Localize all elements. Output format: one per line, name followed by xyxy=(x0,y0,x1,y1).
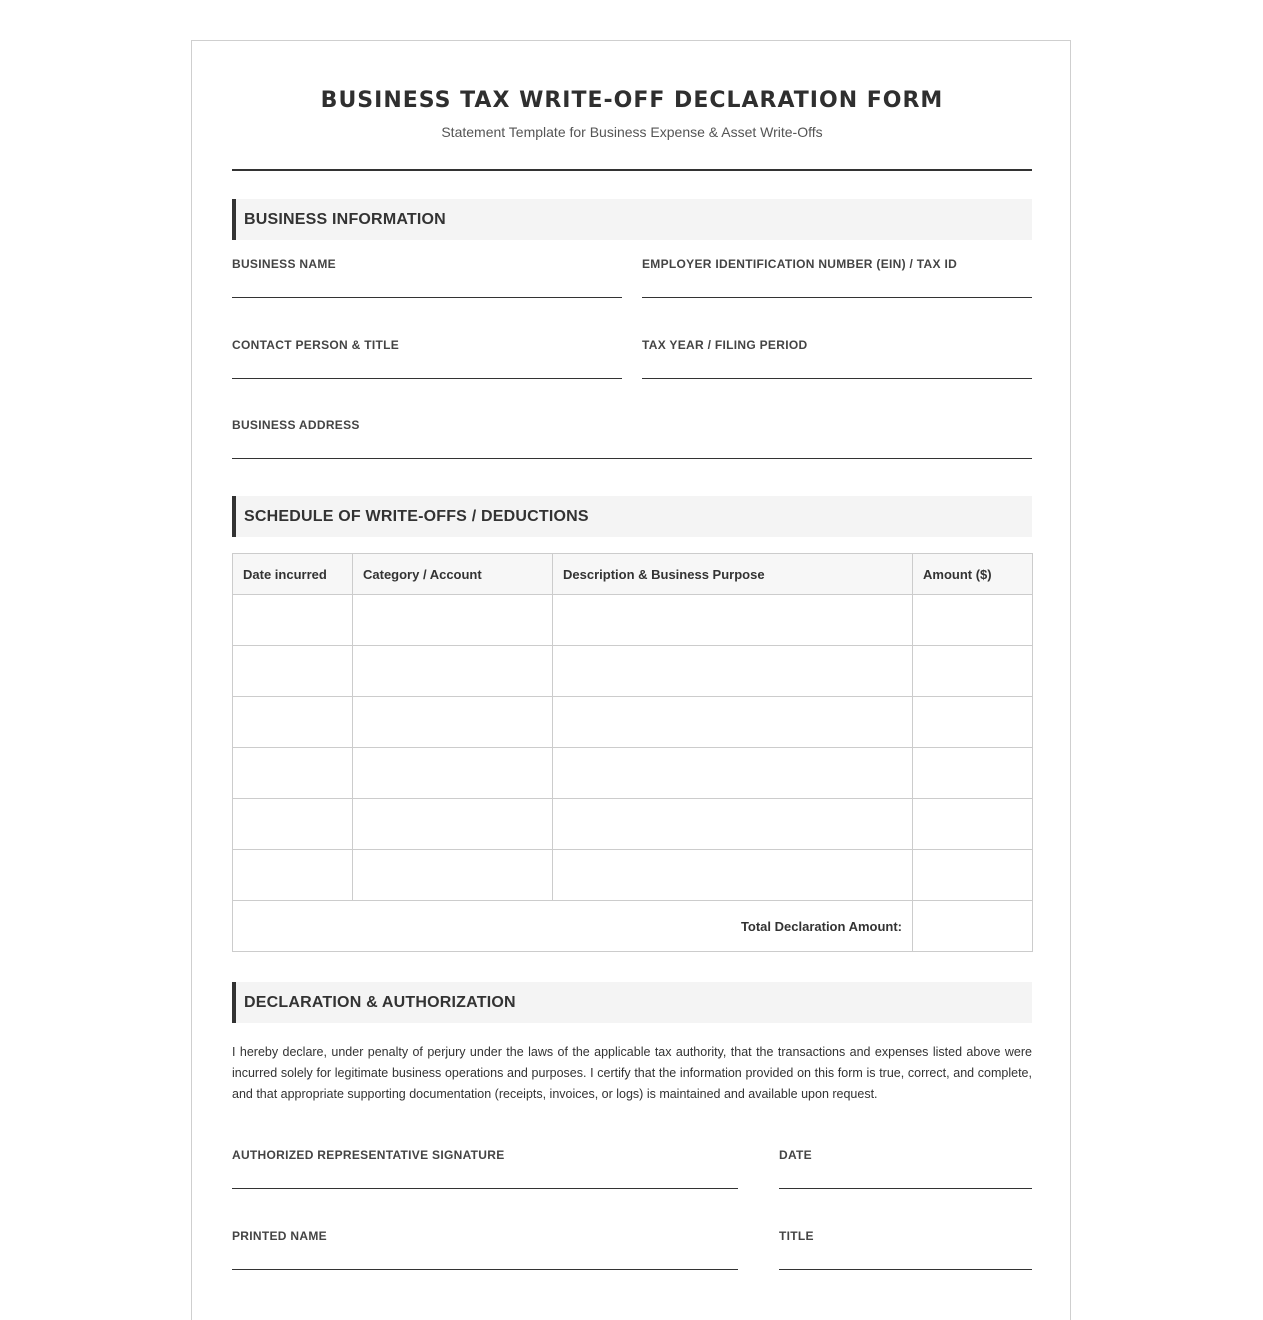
title-field[interactable] xyxy=(779,1229,1032,1271)
tax-year-underline xyxy=(642,378,1032,379)
ein-input[interactable] xyxy=(642,275,1032,297)
date-cell[interactable] xyxy=(233,748,353,799)
form-header xyxy=(232,87,1032,171)
contact-person-underline xyxy=(232,378,622,379)
printed-name-underline xyxy=(232,1269,738,1270)
section-business-information: BUSINESS INFORMATION xyxy=(232,199,1032,240)
table-row xyxy=(233,850,1033,901)
date-cell[interactable] xyxy=(233,595,353,646)
business-address-field[interactable] xyxy=(232,418,1032,460)
business-address-label: BUSINESS ADDRESS xyxy=(232,418,360,432)
date-cell[interactable] xyxy=(233,850,353,901)
table-row xyxy=(233,595,1033,646)
total-declaration-label: Total Declaration Amount: xyxy=(233,901,913,952)
form-page xyxy=(191,40,1071,1320)
date-cell[interactable] xyxy=(233,697,353,748)
declaration-statement: I hereby declare, under penalty of perjury under the laws of the applicable tax authority, that the transactions and expenses listed above were incurred solely for legitimate business operations and purposes. I certify that the information provided on this form is true, correct, and complete, and that appropriate supporting documentation (receipts, invoices, or logs) is maintained and available upon request. xyxy=(232,1045,1032,1101)
amount-cell[interactable] xyxy=(913,646,1033,697)
tax-year-field[interactable] xyxy=(642,338,1032,380)
column-header-date: Date incurred xyxy=(233,554,353,595)
description-cell[interactable] xyxy=(553,595,913,646)
business-name-field[interactable] xyxy=(232,257,622,299)
signature-input[interactable] xyxy=(232,1166,738,1188)
schedule-table xyxy=(232,553,1033,952)
amount-cell[interactable] xyxy=(913,748,1033,799)
business-name-underline xyxy=(232,297,622,298)
description-cell[interactable] xyxy=(553,850,913,901)
amount-cell[interactable] xyxy=(913,799,1033,850)
business-address-underline xyxy=(232,458,1032,459)
column-header-amount: Amount ($) xyxy=(913,554,1033,595)
column-header-category: Category / Account xyxy=(353,554,553,595)
category-cell[interactable] xyxy=(353,595,553,646)
business-address-input[interactable] xyxy=(232,436,1032,458)
business-name-input[interactable] xyxy=(232,275,622,297)
title-underline xyxy=(779,1269,1032,1270)
date-field[interactable] xyxy=(779,1148,1032,1190)
signature-label: AUTHORIZED REPRESENTATIVE SIGNATURE xyxy=(232,1148,505,1162)
total-row xyxy=(233,901,1033,952)
tax-year-input[interactable] xyxy=(642,356,1032,378)
contact-person-input[interactable] xyxy=(232,356,622,378)
date-label: DATE xyxy=(779,1148,812,1162)
table-header-row xyxy=(233,554,1033,595)
category-cell[interactable] xyxy=(353,748,553,799)
description-cell[interactable] xyxy=(553,646,913,697)
table-row xyxy=(233,748,1033,799)
printed-name-label: PRINTED NAME xyxy=(232,1229,327,1243)
ein-field[interactable] xyxy=(642,257,1032,299)
category-cell[interactable] xyxy=(353,799,553,850)
amount-cell[interactable] xyxy=(913,697,1033,748)
category-cell[interactable] xyxy=(353,697,553,748)
description-cell[interactable] xyxy=(553,799,913,850)
table-row xyxy=(233,646,1033,697)
signature-underline xyxy=(232,1188,738,1189)
category-cell[interactable] xyxy=(353,646,553,697)
title-input[interactable] xyxy=(779,1247,1032,1269)
business-name-label: BUSINESS NAME xyxy=(232,257,336,271)
tax-year-label: TAX YEAR / FILING PERIOD xyxy=(642,338,808,352)
title-label: TITLE xyxy=(779,1229,814,1243)
table-row xyxy=(233,697,1033,748)
total-amount-cell[interactable] xyxy=(913,901,1033,952)
table-row xyxy=(233,799,1033,850)
section-declaration: DECLARATION & AUTHORIZATION xyxy=(232,982,1032,1023)
amount-cell[interactable] xyxy=(913,595,1033,646)
section-schedule: SCHEDULE OF WRITE-OFFS / DEDUCTIONS xyxy=(232,496,1032,537)
ein-label: EMPLOYER IDENTIFICATION NUMBER (EIN) / TAX ID xyxy=(642,257,958,271)
contact-person-field[interactable] xyxy=(232,338,622,380)
form-subtitle: Statement Template for Business Expense & Asset Write-Offs xyxy=(441,124,823,140)
category-cell[interactable] xyxy=(353,850,553,901)
description-cell[interactable] xyxy=(553,748,913,799)
contact-person-label: CONTACT PERSON & TITLE xyxy=(232,338,400,352)
description-cell[interactable] xyxy=(553,697,913,748)
date-input[interactable] xyxy=(779,1166,1032,1188)
amount-cell[interactable] xyxy=(913,850,1033,901)
date-underline xyxy=(779,1188,1032,1189)
ein-underline xyxy=(642,297,1032,298)
date-cell[interactable] xyxy=(233,799,353,850)
signature-field[interactable] xyxy=(232,1148,738,1190)
printed-name-field[interactable] xyxy=(232,1229,738,1271)
column-header-description: Description & Business Purpose xyxy=(553,554,913,595)
date-cell[interactable] xyxy=(233,646,353,697)
printed-name-input[interactable] xyxy=(232,1247,738,1269)
form-title: BUSINESS TAX WRITE-OFF DECLARATION FORM xyxy=(320,88,944,113)
